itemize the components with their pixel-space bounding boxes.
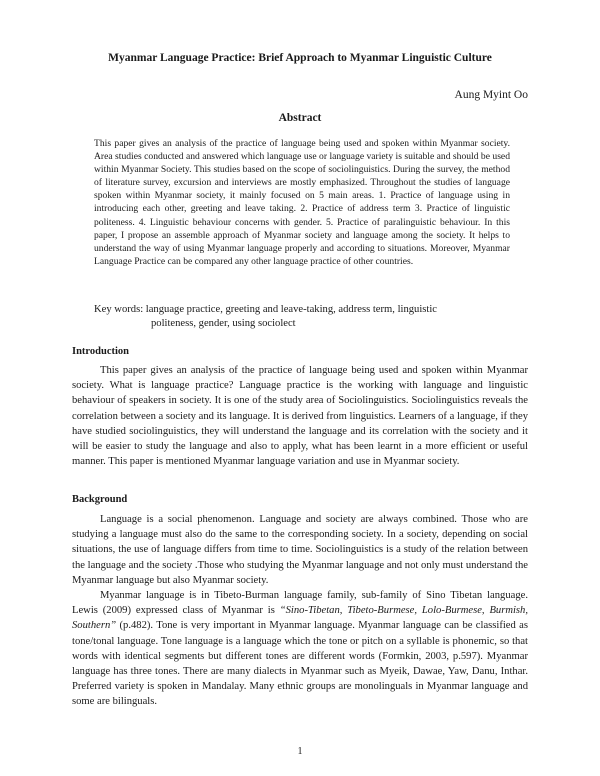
background-paragraph-1: Language is a social phenomenon. Language and society are always combined. Those who are studying a language must also do the same to the corresponding society. In a society, depending on social situations, the use of language differs from time to time. Sociolinguistics is a study of the relation between the language and the society .Those who studying the Myanmar language and not only must understand the Myanmar language but also Myanmar society. bbox=[72, 514, 528, 586]
author-name: Aung Myint Oo bbox=[454, 89, 528, 101]
keywords bbox=[94, 303, 514, 331]
background-body bbox=[72, 512, 528, 710]
introduction-paragraph: This paper gives an analysis of the practice of language being used and spoken within Myanmar society. What is language practice? Language practice is the working with language and linguistic behaviour of speakers in society. It is one of the study area of Sociolinguistics. Sociolinguistics reveals the correlation between a society and its language. It is derived from linguistics. Learners of a language, if they have studied sociolinguistics, they will understand the language and its correlation with the society and it will be easier to study the language and also to apply, what has been learnt in a more efficient or useful manner. This paper is mentioned Myanmar language variation and use in Myanmar society. bbox=[72, 365, 528, 468]
page-number: 1 bbox=[297, 746, 303, 757]
keywords-line-1: Key words: language practice, greeting and leave-taking, address term, linguistic bbox=[94, 304, 437, 315]
background-paragraph-2 bbox=[72, 588, 528, 710]
introduction-heading: Introduction bbox=[72, 346, 129, 357]
keywords-line-2: politeness, gender, using sociolect bbox=[151, 318, 296, 329]
abstract-text: This paper gives an analysis of the practice of language being used and spoken within Myanmar society. Area studies conducted and answered which language use or language variety is suitable and should be used within Myanmar Society. This studies based on the scope of sociolinguistics. During the survey, the method of literature survey, excursion and interviews are mostly emphasized. Throughout the studies of language spoken within Myanmar society, it mainly focused on 5 main areas. 1. Practice of language using in introducing each other, greeting and leave taking. 2. Practice of address term 3. Practice of linguistic politeness. 4. Linguistic behaviour concerns with gender. 5. Practice of paralinguistic behaviour. In this paper, I propose an assemble approach of Myanmar society and language among the society. It helps to understand the way of using Myanmar language properly and according to situations. Moreover, Myanmar Language Practice can be compared any other language practice of other countries. bbox=[94, 138, 510, 267]
abstract-heading: Abstract bbox=[278, 112, 322, 124]
background-paragraph-2-start: Myanmar language is in Tibeto-Burman language family, sub-family of Sino Tibetan language. Lewis (2009) expressed class of Myanmar is bbox=[72, 590, 528, 617]
paper-title: Myanmar Language Practice: Brief Approach to Myanmar Linguistic Culture bbox=[108, 52, 492, 64]
introduction-body bbox=[72, 363, 528, 469]
language-classification-quote: “Sino-Tibetan, Tibeto-Burmese, Lolo-Burmese, Burmish, Southern” bbox=[72, 605, 528, 632]
background-paragraph-2-end: (p.482). Tone is very important in Myanmar language. Myanmar language can be classified as tone/tonal language. Tone language is a language which the tone or pitch on a syllable is phonemic, so that words with identical segments but different tones are different words (Formkin, 2003, p.597). Myanmar language has three tones. There are many dialects in Myanmar such as Myeik, Dawae, Yaw, Danu, Inthar. Preferred variety is spoken in Mandalay. Many ethnic groups are monolinguals in Myanmar language and some are bilinguals. bbox=[72, 620, 528, 708]
background-heading: Background bbox=[72, 494, 128, 505]
